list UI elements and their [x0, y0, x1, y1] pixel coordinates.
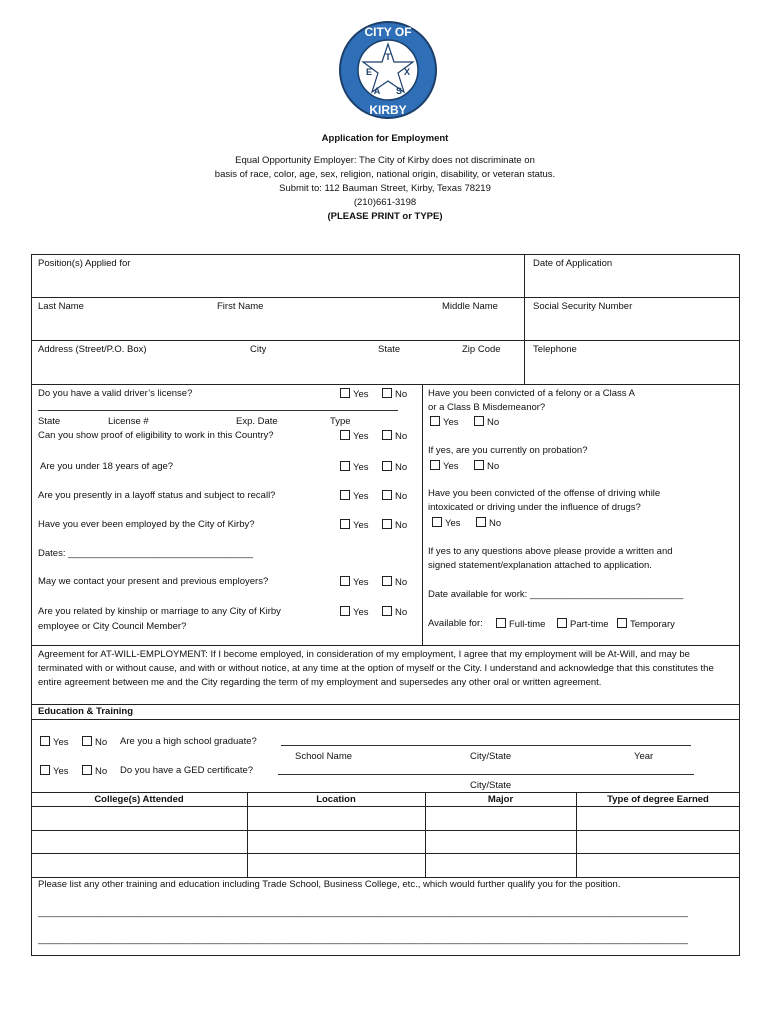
yes-label: Yes	[353, 389, 369, 400]
yes-label: Yes	[443, 461, 459, 472]
related-no[interactable]	[382, 606, 407, 618]
layoff-yes[interactable]	[340, 490, 369, 502]
no-label: No	[395, 389, 408, 400]
dwi-question-2: intoxicated or driving under the influence of drugs?	[428, 502, 641, 513]
yes-label: Yes	[353, 431, 369, 442]
eoe-line-2: basis of race, color, age, sex, religion, national origin, disability, or veteran status.	[214, 169, 556, 180]
no-label: No	[395, 607, 408, 618]
eligibility-question: Can you show proof of eligibility to work in this Country?	[38, 430, 274, 441]
no-label: No	[95, 737, 108, 748]
checkbox-icon	[474, 416, 484, 426]
yes-label: Yes	[353, 577, 369, 588]
part-time-checkbox[interactable]	[557, 618, 609, 630]
school-name-label: School Name	[295, 751, 353, 762]
felony-no[interactable]	[474, 416, 499, 428]
dwi-question-1: Have you been convicted of the offense of driving while	[428, 488, 661, 499]
checkbox-icon	[382, 576, 392, 586]
yes-label: Yes	[53, 766, 69, 777]
under18-question: Are you under 18 years of age?	[40, 461, 174, 472]
available-for-label: Available for:	[428, 618, 483, 629]
checkbox-icon	[432, 517, 442, 527]
employed-before-question: Have you ever been employed by the City of Kirby?	[38, 519, 255, 530]
phone-number: (210)661-3198	[353, 197, 417, 208]
eligibility-no[interactable]	[382, 430, 407, 442]
yes-label: Yes	[353, 491, 369, 502]
probation-yes[interactable]	[430, 460, 459, 472]
page-title: Application for Employment	[321, 133, 449, 144]
checkbox-icon	[340, 461, 350, 471]
city-label: City	[250, 344, 267, 355]
date-available-field[interactable]: Date available for work: _____________________________	[428, 589, 684, 600]
seal-letter-s: S	[395, 86, 403, 96]
checkbox-icon	[382, 430, 392, 440]
checkbox-icon	[557, 618, 567, 628]
felony-question-2: or a Class B Misdemeanor?	[428, 402, 546, 413]
yes-label: Yes	[445, 518, 461, 529]
checkbox-icon	[340, 576, 350, 586]
employed-before-yes[interactable]	[340, 519, 369, 531]
yes-label: Yes	[443, 417, 459, 428]
checkbox-icon	[82, 765, 92, 775]
print-notice: (PLEASE PRINT or TYPE)	[327, 211, 443, 222]
hs-question: Are you a high school graduate?	[120, 736, 257, 747]
checkbox-icon	[382, 461, 392, 471]
under18-yes[interactable]	[340, 461, 369, 473]
dwi-yes[interactable]	[432, 517, 461, 529]
col-header-college: College(s) Attended	[94, 794, 184, 805]
contact-yes[interactable]	[340, 576, 369, 588]
col-header-degree: Type of degree Earned	[607, 794, 709, 805]
checkbox-icon	[340, 430, 350, 440]
checkbox-icon	[617, 618, 627, 628]
dl-state-label: State	[38, 416, 61, 427]
dl-type-label: Type	[330, 416, 351, 427]
name-input[interactable]	[38, 314, 518, 336]
ged-question: Do you have a GED certificate?	[120, 765, 254, 776]
felony-question-1: Have you been convicted of a felony or a Class A	[428, 388, 636, 399]
temporary-checkbox[interactable]	[617, 618, 675, 630]
checkbox-icon	[40, 765, 50, 775]
position-applied-label: Position(s) Applied for	[38, 258, 131, 269]
seal-letter-x: X	[403, 67, 411, 77]
drivers-license-no[interactable]	[382, 388, 407, 400]
address-label: Address (Street/P.O. Box)	[38, 344, 147, 355]
first-name-label: First Name	[217, 301, 264, 312]
checkbox-icon	[430, 416, 440, 426]
no-label: No	[487, 417, 500, 428]
explain-note-2: signed statement/explanation attached to application.	[428, 560, 652, 571]
education-heading: Education & Training	[38, 706, 134, 717]
full-time-checkbox[interactable]	[496, 618, 545, 630]
ged-yes[interactable]	[40, 765, 69, 777]
middle-name-label: Middle Name	[442, 301, 498, 312]
checkbox-icon	[382, 388, 392, 398]
date-of-application-label: Date of Application	[533, 258, 613, 269]
year-label: Year	[634, 751, 654, 762]
col-header-location: Location	[316, 794, 356, 805]
zip-label: Zip Code	[462, 344, 501, 355]
address-input[interactable]	[38, 357, 518, 379]
date-of-application-input[interactable]	[533, 271, 733, 293]
checkbox-icon	[82, 736, 92, 746]
no-label: No	[395, 520, 408, 531]
checkbox-icon	[382, 490, 392, 500]
city-state-label-2: City/State	[470, 780, 512, 791]
related-question-1: Are you related by kinship or marriage to any City of Kirby	[38, 606, 281, 617]
college-row-1-input[interactable]	[32, 807, 246, 829]
dl-license-label: License #	[108, 416, 149, 427]
employed-before-no[interactable]	[382, 519, 407, 531]
checkbox-icon	[382, 519, 392, 529]
telephone-label: Telephone	[533, 344, 577, 355]
city-state-label: City/State	[470, 751, 512, 762]
no-label: No	[395, 577, 408, 588]
last-name-label: Last Name	[38, 301, 84, 312]
checkbox-icon	[340, 490, 350, 500]
telephone-input[interactable]	[533, 357, 733, 379]
contact-question: May we contact your present and previous employers?	[38, 576, 269, 587]
probation-question: If yes, are you currently on probation?	[428, 445, 588, 456]
checkbox-icon	[496, 618, 506, 628]
city-seal-logo	[338, 20, 438, 120]
checkbox-icon	[340, 519, 350, 529]
eoe-line-1: Equal Opportunity Employer: The City of Kirby does not discriminate on	[235, 155, 535, 166]
ssn-input[interactable]	[533, 314, 733, 336]
state-label: State	[378, 344, 401, 355]
city-seal-icon	[338, 20, 438, 120]
hs-yes[interactable]	[40, 736, 69, 748]
contact-no[interactable]	[382, 576, 407, 588]
other-training-line-2[interactable]: ___________________________________________________________________________________________________________________________	[38, 934, 688, 945]
col-header-major: Major	[487, 794, 514, 805]
college-row-2-input[interactable]	[32, 831, 246, 852]
seal-letter-a: A	[373, 86, 381, 96]
college-row-3-input[interactable]	[32, 854, 246, 876]
seal-top-text: CITY OF	[364, 25, 412, 39]
eligibility-yes[interactable]	[340, 430, 369, 442]
other-training-prompt: Please list any other training and education including Trade School, Business College, etc., which would further qualify you for the position.	[38, 879, 621, 890]
hs-no[interactable]	[82, 736, 107, 748]
yes-label: Yes	[353, 462, 369, 473]
submit-address: Submit to: 112 Bauman Street, Kirby, Texas 78219	[279, 183, 491, 194]
other-training-line-1[interactable]: ___________________________________________________________________________________________________________________________	[38, 907, 688, 918]
layoff-question: Are you presently in a layoff status and subject to recall?	[38, 490, 276, 501]
dwi-no[interactable]	[476, 517, 501, 529]
checkbox-icon	[430, 460, 440, 470]
checkbox-icon	[340, 606, 350, 616]
dates-field[interactable]: Dates: ___________________________________	[38, 548, 254, 559]
position-applied-input[interactable]	[38, 271, 518, 293]
part-time-label: Part-time	[570, 619, 609, 630]
related-yes[interactable]	[340, 606, 369, 618]
no-label: No	[95, 766, 108, 777]
checkbox-icon	[474, 460, 484, 470]
no-label: No	[487, 461, 500, 472]
at-will-agreement: Agreement for AT-WILL-EMPLOYMENT: If I become employed, in consideration of my employment, I agree that my employment will be At-Will, and may be terminated with or without cause, and with or without notice, at any time at the option of myself or the City. I understand and acknowledge that this constitutes the entire agreement between me and the City regarding the term of my employment and supersedes any other oral or written agreement.	[38, 649, 714, 688]
ged-no[interactable]	[82, 765, 107, 777]
drivers-license-question: Do you have a valid driver’s license?	[38, 388, 193, 399]
ssn-label: Social Security Number	[533, 301, 633, 312]
no-label: No	[489, 518, 502, 529]
explain-note-1: If yes to any questions above please provide a written and	[428, 546, 673, 557]
checkbox-icon	[476, 517, 486, 527]
ged-blank[interactable]	[278, 774, 694, 775]
hs-school-blank[interactable]	[281, 745, 691, 746]
no-label: No	[395, 431, 408, 442]
no-label: No	[395, 491, 408, 502]
drivers-license-yes[interactable]	[340, 388, 369, 400]
checkbox-icon	[40, 736, 50, 746]
yes-label: Yes	[353, 520, 369, 531]
checkbox-icon	[382, 606, 392, 616]
under18-no[interactable]	[382, 461, 407, 473]
drivers-license-blank[interactable]	[38, 410, 398, 411]
full-time-label: Full-time	[509, 619, 546, 630]
felony-yes[interactable]	[430, 416, 459, 428]
no-label: No	[395, 462, 408, 473]
related-question-2: employee or City Council Member?	[38, 621, 187, 632]
temporary-label: Temporary	[630, 619, 675, 630]
seal-bottom-text: KIRBY	[369, 103, 407, 117]
yes-label: Yes	[353, 607, 369, 618]
seal-letter-t: T	[385, 52, 391, 62]
seal-letter-e: E	[365, 67, 373, 77]
probation-no[interactable]	[474, 460, 499, 472]
layoff-no[interactable]	[382, 490, 407, 502]
checkbox-icon	[340, 388, 350, 398]
dl-exp-label: Exp. Date	[236, 416, 278, 427]
yes-label: Yes	[53, 737, 69, 748]
